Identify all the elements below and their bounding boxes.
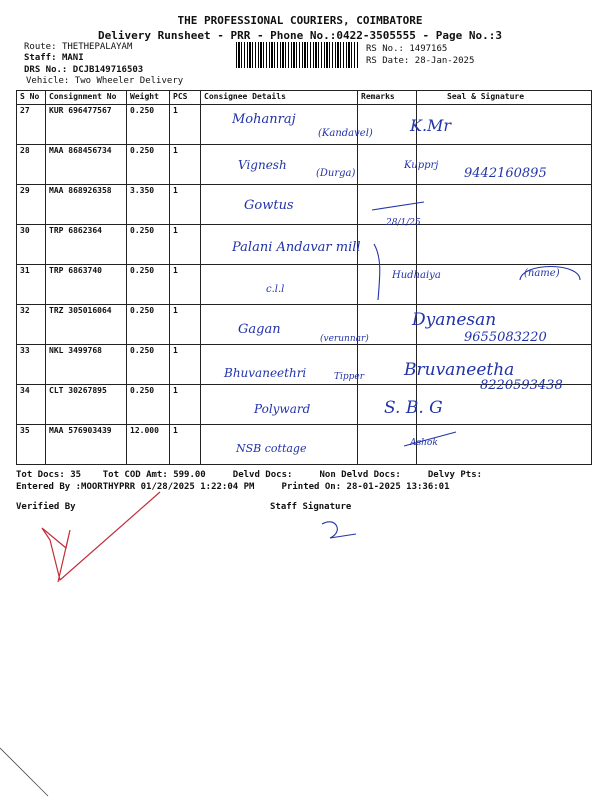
cell-consignment: TRZ 305016064 [46,305,127,345]
handwritten-remark-31: (name) [524,268,560,279]
cell-consignment: CLT 30267895 [46,385,127,425]
col-pcs: PCS [170,91,201,105]
cell-sno: 27 [17,105,46,145]
staff-value: MANI [61,53,84,63]
cell-sno: 32 [17,305,46,345]
cell-weight: 0.250 [127,105,170,145]
cell-weight: 0.250 [127,345,170,385]
handwritten-signature-31: Hudhaiya [392,270,441,281]
cell-pcs: 1 [170,345,201,385]
handwritten-consignee-34: Polyward [254,402,311,416]
cell-sno: 28 [17,145,46,185]
entered-by-value: MOORTHYPRR 01/28/2025 1:22:04 PM [81,482,255,492]
entered-line [16,482,450,492]
drs-label: DRS No.: [24,65,68,75]
cell-sno: 34 [17,385,46,425]
handwritten-remark-28: (Durga) [316,168,356,179]
cell-consignment: TRP 6862364 [46,225,127,265]
handwritten-phone-28: 9442160895 [464,166,547,181]
handwritten-signature-33: Bruvaneetha [404,360,515,380]
cell-sno: 29 [17,185,46,225]
cell-weight: 12.000 [127,425,170,465]
delvd-docs-label: Delvd Docs: [232,470,293,480]
rs-date-label: RS Date: [366,56,410,66]
rs-no-value: 1497165 [409,44,448,54]
handwritten-date-29: 28/1/25 [386,218,421,228]
cell-consignment: TRP 6863740 [46,265,127,305]
cell-sno: 31 [17,265,46,305]
corner-fold-stroke [0,748,48,796]
runsheet-subtitle: Delivery Runsheet - PRR - Phone No.:0422-3505555 - Page No.:3 [98,29,502,42]
cell-consignment: KUR 696477567 [46,105,127,145]
handwritten-phone-32: 9655083220 [464,330,547,345]
printed-on-label: Printed On: [281,482,342,492]
vehicle-label: Vehicle: [26,76,70,86]
cell-pcs: 1 [170,305,201,345]
handwritten-consignee-32: Gagan [238,322,281,337]
entered-by-label: Entered By : [16,482,82,492]
totals-line [16,470,482,480]
staff-signature-stroke [322,522,356,538]
tot-docs-value: 35 [70,470,82,480]
cell-weight: 0.250 [127,305,170,345]
cell-weight: 0.250 [127,265,170,305]
handwritten-signature-32: Dyanesan [412,310,497,330]
cell-pcs: 1 [170,265,201,305]
tot-cod-label: Tot COD Amt: [102,470,168,480]
handwritten-signature-35: Ashok [410,438,438,448]
drs-value: DCJB149716503 [72,65,144,75]
cell-weight: 0.250 [127,145,170,185]
handwritten-signature-27: K.Mr [410,116,452,135]
tot-docs-label: Tot Docs: [16,470,65,480]
handwritten-consignee-28: Vignesh [238,158,287,172]
cell-consignment: MAA 868456734 [46,145,127,185]
cell-pcs: 1 [170,225,201,265]
cell-sno: 33 [17,345,46,385]
strike-stroke [372,202,424,210]
cell-pcs: 1 [170,185,201,225]
col-weight: Weight [127,91,170,105]
company-title: THE PROFESSIONAL COURIERS, COIMBATORE [177,14,423,27]
cell-consignment: MAA 576903439 [46,425,127,465]
handwritten-remark-32: (verunnar) [320,334,369,344]
route-label: Route: [24,42,57,52]
cell-sno: 30 [17,225,46,265]
rs-date-value: 28-Jan-2025 [414,56,475,66]
col-seal: Seal & Signature [417,91,592,105]
cell-sno: 35 [17,425,46,465]
handwritten-consignee-31: c.l.l [266,284,285,295]
cell-weight: 0.250 [127,225,170,265]
col-sno: S No [17,91,46,105]
handwritten-consignee-33: Bhuvaneethri [224,366,307,380]
cell-weight: 0.250 [127,385,170,425]
verified-by-label: Verified By [16,502,76,512]
handwritten-phone-33: 8220593438 [480,378,563,393]
brace-stroke [374,244,380,300]
paren-stroke [520,267,580,281]
staff-label: Staff: [24,53,57,63]
cell-pcs: 1 [170,145,201,185]
cell-pcs: 1 [170,385,201,425]
handwritten-consignee-29: Gowtus [244,198,294,213]
handwritten-consignee-35: NSB cottage [236,442,307,455]
non-delvd-docs-label: Non Delvd Docs: [319,470,401,480]
rs-no-label: RS No.: [366,44,404,54]
tot-cod-value: 599.00 [173,470,206,480]
handwritten-consignee-30: Palani Andavar mill [232,240,361,255]
route-value: THETHEPALAYAM [61,42,133,52]
vehicle-value: Two Wheeler Delivery [74,76,184,86]
cell-pcs: 1 [170,425,201,465]
handwritten-signature-28: Kupprj [404,160,439,171]
cell-consignment: NKL 3499768 [46,345,127,385]
printed-on-value: 28-01-2025 13:36:01 [346,482,450,492]
cell-weight: 3.350 [127,185,170,225]
handwritten-remark-33: Tipper [334,372,365,382]
delvy-pts-label: Delvy Pts: [427,470,483,480]
handwritten-remark-27: (Kandavel) [318,128,373,139]
col-consignee: Consignee Details [201,91,358,105]
col-consignment: Consignment No [46,91,127,105]
staff-signature-label: Staff Signature [270,502,352,512]
ticket-stroke [404,432,456,446]
handwritten-consignee-27: Mohanraj [232,112,296,127]
handwritten-signature-34: S. B. G [384,398,443,418]
col-remarks: Remarks [358,91,417,105]
cell-pcs: 1 [170,105,201,145]
cell-consignment: MAA 868926358 [46,185,127,225]
